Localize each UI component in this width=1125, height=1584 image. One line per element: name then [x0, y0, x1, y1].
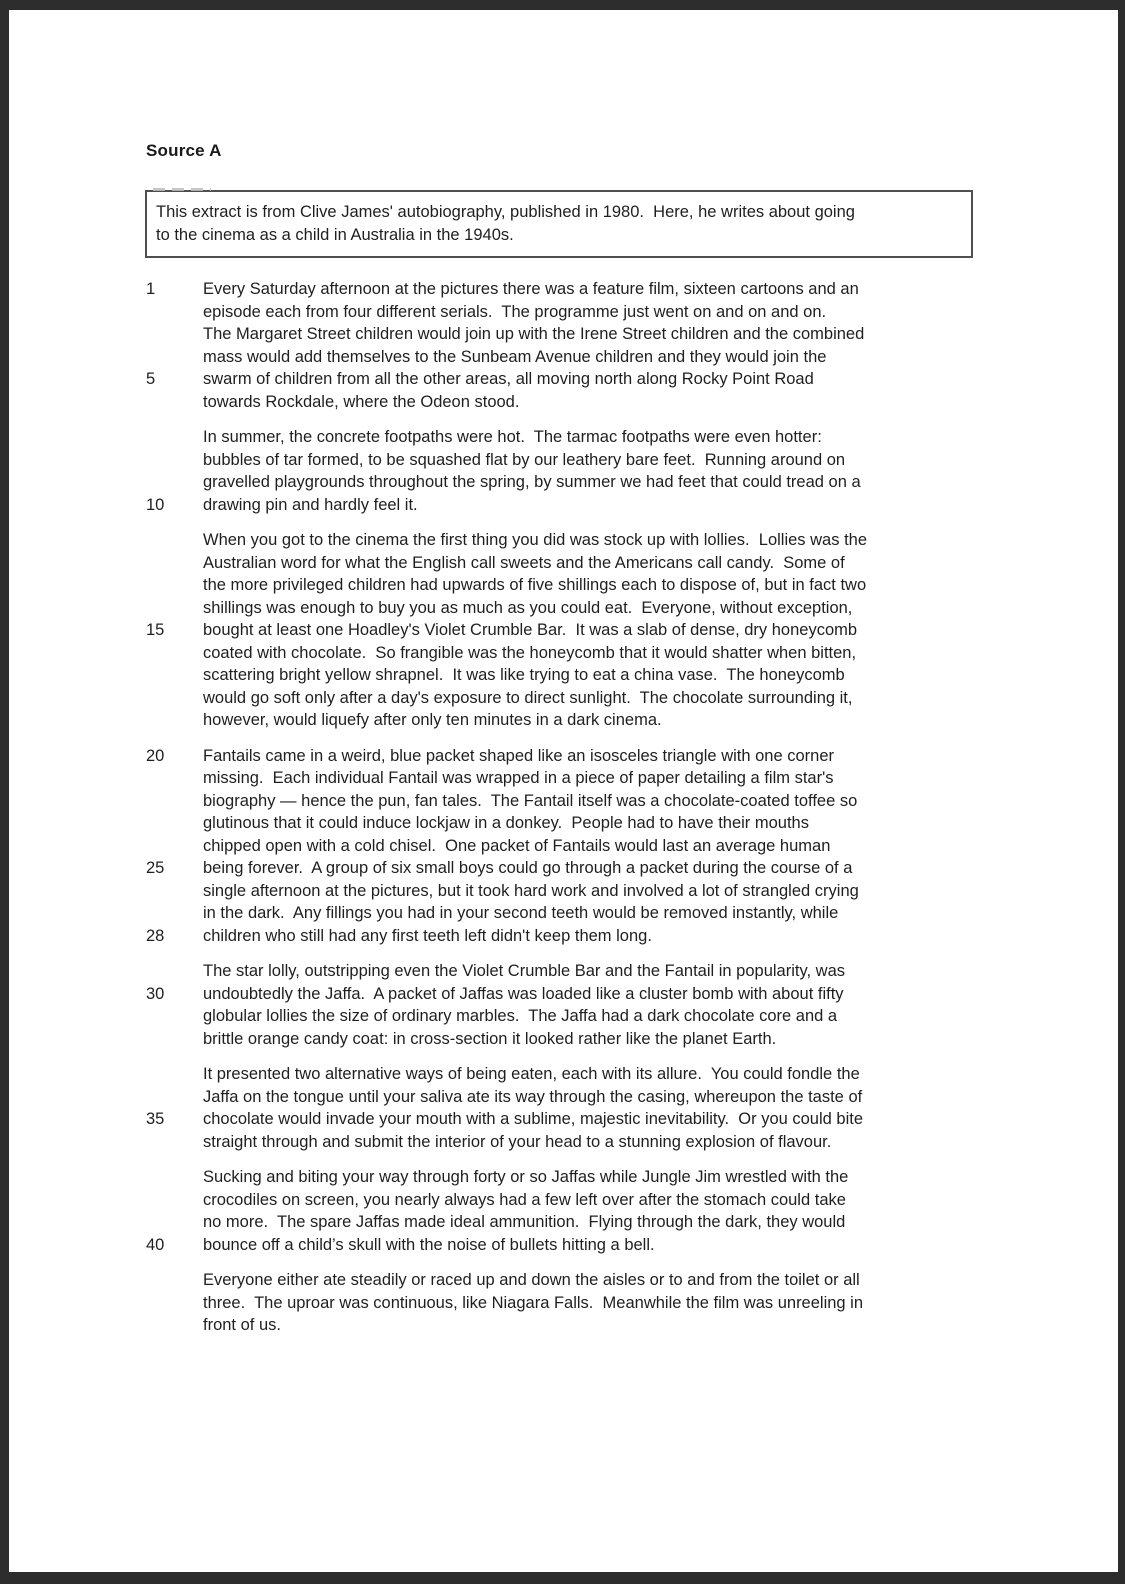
text-line: swarm of children from all the other areas, all moving north along Rocky Point Road	[203, 370, 814, 388]
line-number	[146, 1005, 203, 1028]
text-line: In summer, the concrete footpaths were hot. The tarmac footpaths were even hotter:	[203, 428, 822, 446]
intro-box	[145, 190, 973, 258]
line-number	[146, 346, 203, 369]
line-number: 20	[146, 746, 165, 765]
intro-line: to the cinema as a child in Australia in the 1940s.	[156, 225, 514, 244]
paragraph	[146, 1166, 986, 1256]
line-number	[146, 664, 203, 687]
line-number	[146, 1211, 203, 1234]
text-line-row	[146, 529, 986, 552]
text-line: crocodiles on screen, you nearly always had a few left over after the stomach could take	[203, 1190, 846, 1209]
text-line-row	[146, 323, 986, 346]
text-line-row	[146, 1005, 986, 1028]
text-line-row	[146, 1166, 986, 1189]
line-number: 15	[146, 621, 165, 639]
text-line: episode each from four different serials. The programme just went on and on and on.	[203, 302, 827, 321]
paragraph	[146, 1269, 986, 1337]
line-number: 28	[146, 926, 165, 945]
line-number	[146, 1189, 203, 1212]
line-number	[146, 767, 203, 790]
line-number: 1	[146, 280, 156, 298]
text-line: straight through and submit the interior of your head to a stunning explosion of flavour.	[203, 1132, 832, 1151]
text-line: three. The uproar was continuous, like Niagara Falls. Meanwhile the film was unreeling in	[203, 1293, 864, 1312]
scan-artifact	[153, 188, 211, 191]
line-number	[146, 1028, 203, 1051]
line-number	[146, 323, 203, 346]
text-line: no more. The spare Jaffas made ideal ammunition. Flying through the dark, they would	[203, 1213, 846, 1231]
text-line-row	[146, 301, 986, 324]
text-line-row	[146, 471, 986, 494]
text-line: however, would liquefy after only ten minutes in a dark cinema.	[203, 711, 662, 729]
text-line: bought at least one Hoadley's Violet Crumble Bar. It was a slab of dense, dry honeycomb	[203, 621, 858, 639]
text-line-row	[146, 812, 986, 835]
text-line-row	[146, 1314, 986, 1337]
paragraph	[146, 278, 986, 413]
text-line: Australian word for what the English call sweets and the Americans call candy. Some of	[203, 553, 845, 572]
text-line: towards Rockdale, where the Odeon stood.	[203, 392, 520, 411]
text-line-row	[146, 857, 986, 880]
line-number	[146, 687, 203, 710]
line-number: 40	[146, 1235, 165, 1254]
line-number	[146, 529, 203, 552]
text-line-row	[146, 346, 986, 369]
text-line-row	[146, 597, 986, 620]
text-line-row	[146, 767, 986, 790]
text-line: front of us.	[203, 1316, 281, 1334]
text-line-row	[146, 1234, 986, 1257]
text-line: undoubtedly the Jaffa. A packet of Jaffas was loaded like a cluster bomb with about fifty	[203, 984, 844, 1003]
text-line-row	[146, 391, 986, 414]
line-number	[146, 642, 203, 665]
text-line-row	[146, 1131, 986, 1154]
line-number	[146, 880, 203, 903]
text-line: would go soft only after a day's exposure to direct sunlight. The chocolate surrounding it,	[203, 688, 853, 707]
text-line: The Margaret Street children would join up with the Irene Street children and the combined	[203, 325, 865, 343]
page-title: Source A	[146, 141, 222, 160]
text-line-row	[146, 368, 986, 391]
line-number	[146, 471, 203, 494]
text-line: bubbles of tar formed, to be squashed flat by our leathery bare feet. Running around on	[203, 450, 846, 469]
text-line: scattering bright yellow shrapnel. It was like trying to eat a china vase. The honeycomb	[203, 666, 845, 684]
document-page	[9, 10, 1118, 1572]
text-line: chipped open with a cold chisel. One packet of Fantails would last an average human	[203, 836, 831, 855]
text-line: glutinous that it could induce lockjaw in a donkey. People had to have their mouths	[203, 814, 809, 832]
text-line: globular lollies the size of ordinary marbles. The Jaffa had a dark chocolate core and a	[203, 1007, 838, 1025]
line-number	[146, 1131, 203, 1154]
line-number	[146, 1292, 203, 1315]
text-line-row	[146, 664, 986, 687]
text-line: biography — hence the pun, fan tales. The Fantail itself was a chocolate-coated toffee so	[203, 791, 858, 810]
text-line: Jaffa on the tongue until your saliva ate its way through the casing, whereupon the taste of	[203, 1087, 863, 1106]
line-number	[146, 835, 203, 858]
text-line-row	[146, 426, 986, 449]
text-line: single afternoon at the pictures, but it took hard work and involved a lot of strangled crying	[203, 881, 859, 900]
text-line-row	[146, 790, 986, 813]
line-number	[146, 902, 203, 925]
text-line-row	[146, 687, 986, 710]
line-number	[146, 790, 203, 813]
text-line-row	[146, 709, 986, 732]
text-line-row	[146, 1028, 986, 1051]
text-line-row	[146, 1269, 986, 1292]
text-line-row	[146, 1189, 986, 1212]
text-line-row	[146, 642, 986, 665]
text-line-row	[146, 619, 986, 642]
paragraph	[146, 1063, 986, 1153]
line-number	[146, 1166, 203, 1189]
text-line-row	[146, 1292, 986, 1315]
text-line: being forever. A group of six small boys could go through a packet during the course of a	[203, 859, 853, 877]
line-number: 5	[146, 370, 156, 388]
paragraph	[146, 960, 986, 1050]
text-line-row	[146, 902, 986, 925]
line-number	[146, 552, 203, 575]
text-line-row	[146, 449, 986, 472]
text-line: in the dark. Any fillings you had in your second teeth would be removed instantly, while	[203, 904, 839, 922]
text-line: the more privileged children had upwards of five shillings each to dispose of, but in fact two	[203, 576, 867, 594]
text-line: children who still had any first teeth left didn't keep them long.	[203, 926, 652, 945]
text-line-row	[146, 278, 986, 301]
text-line: chocolate would invade your mouth with a sublime, majestic inevitability. Or you could bite	[203, 1110, 864, 1128]
line-number	[146, 301, 203, 324]
text-line-row	[146, 960, 986, 983]
line-number	[146, 391, 203, 414]
line-number	[146, 426, 203, 449]
text-line: When you got to the cinema the first thing you did was stock up with lollies. Lollies was the	[203, 531, 868, 549]
text-line: The star lolly, outstripping even the Violet Crumble Bar and the Fantail in popularity, was	[203, 962, 846, 980]
text-line: Everyone either ate steadily or raced up and down the aisles or to and from the toilet or all	[203, 1271, 860, 1289]
paragraph	[146, 426, 986, 516]
text-line-row	[146, 835, 986, 858]
text-line-row	[146, 1108, 986, 1131]
text-line: brittle orange candy coat: in cross-section it looked rather like the planet Earth.	[203, 1029, 777, 1048]
text-line-row	[146, 880, 986, 903]
intro-line: This extract is from Clive James' autobiography, published in 1980. Here, he writes about going	[156, 203, 855, 221]
text-line-row	[146, 925, 986, 948]
line-number	[146, 1269, 203, 1292]
paragraph	[146, 745, 986, 948]
text-line: drawing pin and hardly feel it.	[203, 495, 418, 514]
text-line: It presented two alternative ways of being eaten, each with its allure. You could fondle the	[203, 1065, 860, 1083]
text-line: missing. Each individual Fantail was wrapped in a piece of paper detailing a film star's	[203, 769, 834, 787]
line-number	[146, 812, 203, 835]
text-line: Fantails came in a weird, blue packet shaped like an isosceles triangle with one corner	[203, 746, 835, 765]
line-number	[146, 574, 203, 597]
line-number: 35	[146, 1110, 165, 1128]
text-line-row	[146, 1086, 986, 1109]
text-line: mass would add themselves to the Sunbeam Avenue children and they would join the	[203, 347, 827, 366]
line-number: 30	[146, 984, 165, 1003]
text-line: Every Saturday afternoon at the pictures there was a feature film, sixteen cartoons and an	[203, 280, 859, 298]
text-line: gravelled playgrounds throughout the spring, by summer we had feet that could tread on a	[203, 473, 861, 491]
text-line-row	[146, 1211, 986, 1234]
text-line-row	[146, 574, 986, 597]
line-number	[146, 960, 203, 983]
text-line-row	[146, 494, 986, 517]
line-number	[146, 709, 203, 732]
text-line-row	[146, 552, 986, 575]
line-number	[146, 597, 203, 620]
line-number	[146, 1314, 203, 1337]
text-line: Sucking and biting your way through forty or so Jaffas while Jungle Jim wrestled with the	[203, 1168, 849, 1186]
text-line-row	[146, 983, 986, 1006]
text-line: coated with chocolate. So frangible was the honeycomb that it would shatter when bitten,	[203, 643, 857, 662]
line-number	[146, 449, 203, 472]
line-number	[146, 1063, 203, 1086]
line-number: 25	[146, 859, 165, 877]
extract-body	[146, 278, 986, 1350]
paragraph	[146, 529, 986, 732]
line-number: 10	[146, 495, 165, 514]
text-line-row	[146, 745, 986, 768]
text-line: shillings was enough to buy you as much as you could eat. Everyone, without exception,	[203, 598, 853, 617]
text-line: bounce off a child’s skull with the noise of bullets hitting a bell.	[203, 1235, 655, 1254]
text-line-row	[146, 1063, 986, 1086]
line-number	[146, 1086, 203, 1109]
